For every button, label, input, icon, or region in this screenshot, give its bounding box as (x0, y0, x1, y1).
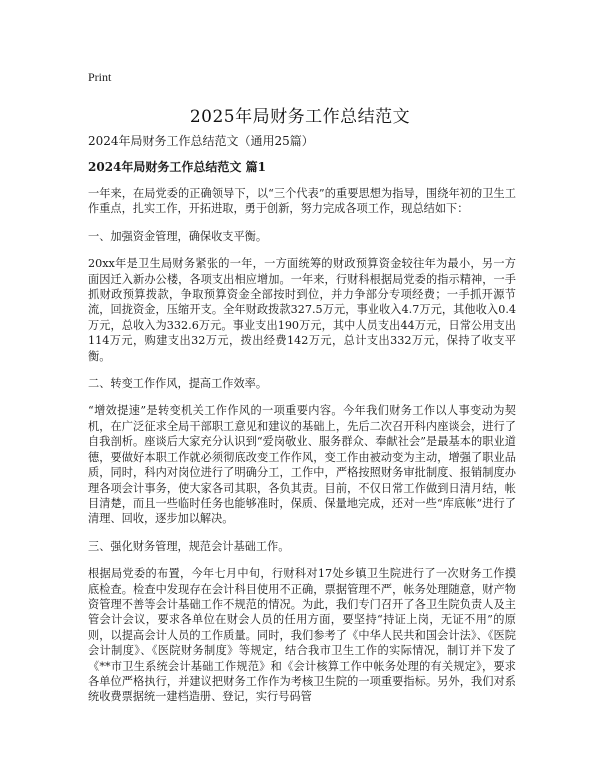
paragraph: 根据局党委的布置，今年七月中旬，行财科对17处乡镇卫生院进行了一次财务工作摸底检查。检查中发现存在会计科目使用不正确，票据管理不严，帐务处理随意，财产物资管理不善等会计基础工作不规范的情况。为此，我们专门召开了各卫生院负责人及主管会计会议，要求各单位在财会人员的任用方面，要坚持“持证上岗，无证不用”的原则，以提高会计人员的工作质量。同时，我们参考了《中华人民共和国会计法》、《医院会计制度》、《医院财务制度》等规定，结合我市卫生工作的实际情况，制订并下发了《**市卫生系统会计基础工作规范》和《会计核算工作中帐务处理的有关规定》，要求各单位严格执行，并建议把财务工作作为考核卫生院的一项重要指标。另外，我们对系统收费票据统一建档造册、登记，实行号码管 (88, 567, 516, 704)
document-body (88, 132, 516, 717)
section-heading: 二、转变工作作风，提高工作效率。 (88, 377, 268, 391)
paragraph: 一年来，在局党委的正确领导下，以“三个代表”的重要思想为指导，围绕年初的卫生工作重点，扎实工作，开拓进取，勇于创新，努力完成各项工作，现总结如下： (88, 187, 516, 216)
paragraph: 20xx年是卫生局财务紧张的一年，一方面统筹的财政预算资金较往年为最小，另一方面因迁入新办公楼，各项支出相应增加。一年来，行财科根据局党委的指示精神，一手抓财政预算拨款，争取预算资金全部按时到位，并力争部分专项经费；一手抓开源节流，回拢资金，压缩开支。全年财政拨款327.5万元，事业收入4.7万元，其他收入0.4万元，总收入为332.6万元。事业支出190万元，其中人员支出44万元，日常公用支出114万元，购建支出32万元，拨出经费142万元，总计支出332万元，保持了收支平衡。 (88, 257, 516, 363)
paragraph: “增效提速”是转变机关工作作风的一项重要内容。今年我们财务工作以人事变动为契机，在广泛征求全局干部职工意见和建议的基础上，先后二次召开科内座谈会，进行了自我剖析。座谈后大家充分认识到“爱岗敬业、服务群众、奉献社会”是最基本的职业道德，要做好本职工作就必须彻底改变工作作风，变工作由被动变为主动，增强了职业品质，同时，科内对岗位进行了明确分工，工作中，严格按照财务审批制度、报销制度办理各项会计事务，使大家各司其职，各负其责。目前，不仅日常工作做到日清月结，帐目清楚，而且一些临时任务也能够准时，保质、保量地完成，还对一些“库底帐”进行了清理、回收，逐步加以解决。 (88, 404, 516, 526)
article-heading: 2024年局财务工作总结范文 篇1 (88, 160, 266, 174)
section-heading: 一、加强资金管理，确保收支平衡。 (88, 229, 268, 243)
section-heading: 三、强化财务管理，规范会计基础工作。 (88, 539, 290, 553)
document-subtitle: 2024年局财务工作总结范文（通用25篇） (88, 134, 314, 148)
print-link[interactable]: Print (88, 70, 112, 84)
document-title: 2025年局财务工作总结范文 (189, 107, 411, 127)
